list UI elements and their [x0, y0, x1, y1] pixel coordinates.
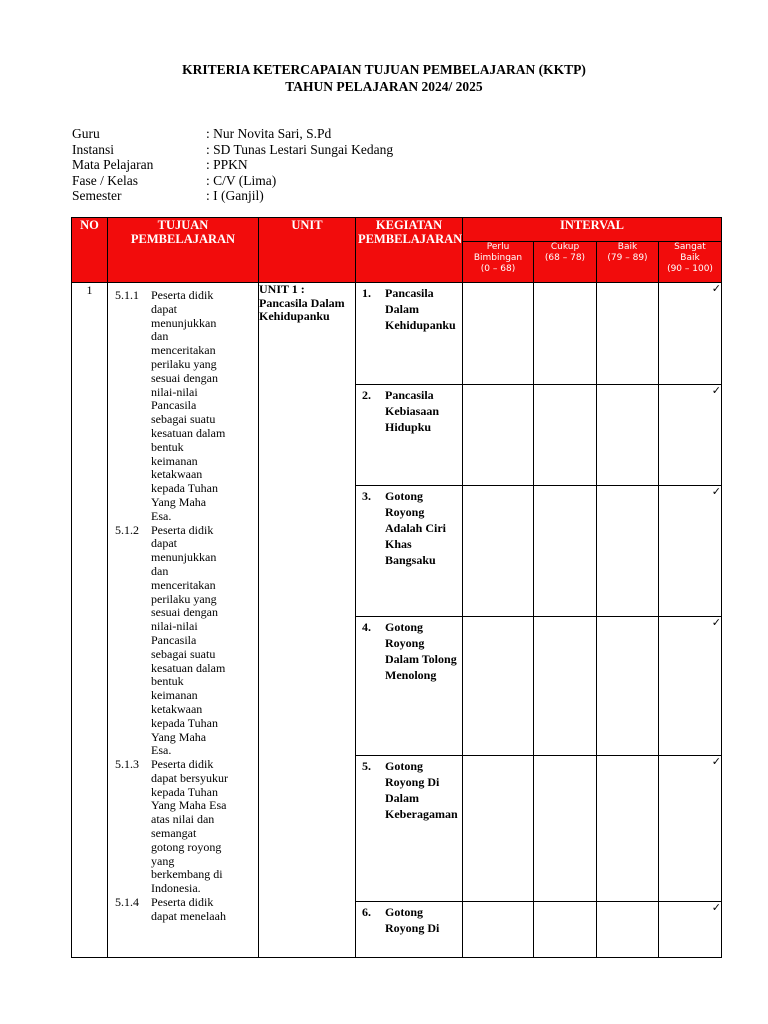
tujuan-item [115, 289, 254, 524]
check-mark: ✓ [659, 283, 722, 385]
kegiatan-num: 6. [362, 905, 371, 919]
table-row [72, 283, 722, 385]
header-no: NO [72, 218, 108, 283]
tujuan-num: 5.1.1 [115, 288, 139, 302]
interval-label: Cukup [550, 242, 580, 252]
document-title: KRITERIA KETERCAPAIAN TUJUAN PEMBELAJARAN (KKTP) [182, 62, 586, 77]
header-interval: INTERVAL [463, 218, 722, 242]
score-cell [463, 385, 534, 486]
unit-cell: UNIT 1 : Pancasila Dalam Kehidupanku [259, 283, 356, 958]
check-mark: ✓ [659, 617, 722, 756]
score-cell [534, 902, 597, 958]
interval-label: Perlu Bimbingan [473, 242, 523, 263]
check-mark: ✓ [659, 902, 722, 958]
info-row-instansi [72, 142, 393, 158]
tujuan-text: Peserta didik dapat bersyukur kepada Tuhan Yang Maha Esa atas nilai dan semangat gotong royong yang berkembang di Indonesia. [151, 757, 228, 896]
info-row-fase [72, 173, 393, 189]
kegiatan-num: 2. [362, 388, 371, 402]
kegiatan-num: 4. [362, 620, 371, 634]
interval-range: (79 – 89) [607, 253, 648, 263]
kegiatan-num: 3. [362, 489, 371, 503]
score-cell [534, 486, 597, 617]
check-mark: ✓ [659, 385, 722, 486]
kegiatan-cell [356, 902, 463, 958]
score-cell [463, 283, 534, 385]
kegiatan-cell [356, 283, 463, 385]
score-cell [597, 486, 659, 617]
kktp-table [71, 217, 722, 958]
kegiatan-cell [356, 486, 463, 617]
info-label: Guru [72, 126, 100, 141]
info-row-semester [72, 188, 393, 204]
score-cell [463, 756, 534, 902]
row-number: 1 [72, 283, 108, 958]
score-cell [597, 617, 659, 756]
kegiatan-text: Gotong Royong Adalah Ciri Khas Bangsaku [385, 489, 447, 567]
kegiatan-cell [356, 617, 463, 756]
info-block [72, 126, 393, 204]
interval-label: Baik [617, 242, 638, 252]
score-cell [463, 902, 534, 958]
tujuan-num: 5.1.3 [115, 757, 139, 772]
kegiatan-text: Pancasila Kebiasaan Hidupku [385, 388, 440, 434]
score-cell [597, 283, 659, 385]
kegiatan-num: 5. [362, 759, 371, 773]
header-tujuan: TUJUAN PEMBELAJARAN [108, 218, 259, 283]
interval-range: (0 – 68) [480, 264, 516, 274]
document-subtitle: TAHUN PELAJARAN 2024/ 2025 [285, 79, 483, 94]
kegiatan-text: Pancasila Dalam Kehidupanku [385, 286, 456, 332]
info-row-mapel [72, 157, 393, 173]
info-value: : I (Ganjil) [206, 188, 264, 203]
tujuan-item [115, 524, 254, 759]
info-label: Instansi [72, 141, 114, 157]
info-value: : SD Tunas Lestari Sungai Kedang [206, 141, 394, 157]
tujuan-num: 5.1.2 [115, 522, 139, 537]
interval-sangat-baik [659, 242, 722, 283]
check-mark: ✓ [659, 756, 722, 902]
info-label: Semester [72, 188, 122, 203]
check-mark: ✓ [659, 486, 722, 617]
score-cell [597, 902, 659, 958]
interval-cukup [534, 242, 597, 283]
tujuan-cell [108, 283, 259, 958]
score-cell [463, 486, 534, 617]
header-unit: UNIT [259, 218, 356, 283]
score-cell [463, 617, 534, 756]
interval-label: Sangat Baik [674, 242, 706, 263]
info-label: Mata Pelajaran [72, 157, 154, 172]
info-value: : Nur Novita Sari, S.Pd [206, 126, 332, 141]
score-cell [534, 385, 597, 486]
tujuan-text: Peserta didik dapat menunjukkan dan menceritakan perilaku yang sesuai dengan nilai-nilai Pancasila sebagai suatu kesatuan dalam bentuk keimanan ketakwaan kepada Tuhan Yang Maha Esa. [151, 288, 226, 523]
interval-range: (68 – 78) [544, 253, 586, 263]
score-cell [597, 385, 659, 486]
info-value: : C/V (Lima) [206, 172, 277, 188]
kegiatan-cell [356, 756, 463, 902]
kegiatan-cell [356, 385, 463, 486]
interval-perlu-bimbingan [463, 242, 534, 283]
score-cell [534, 756, 597, 902]
info-label: Fase / Kelas [72, 172, 138, 188]
interval-range: (90 – 100) [667, 264, 713, 274]
score-cell [534, 617, 597, 756]
tujuan-num: 5.1.4 [115, 895, 139, 910]
kegiatan-text: Gotong Royong Dalam Tolong Menolong [385, 620, 457, 682]
kegiatan-text: Gotong Royong Di Dalam Keberagaman [385, 759, 458, 821]
score-cell [597, 756, 659, 902]
tujuan-text: Peserta didik dapat menelaah [151, 895, 226, 923]
info-value: : PPKN [206, 157, 248, 172]
interval-baik [597, 242, 659, 283]
tujuan-item [115, 896, 254, 924]
tujuan-item [115, 758, 254, 896]
info-row-guru [72, 126, 393, 142]
kegiatan-num: 1. [362, 286, 371, 300]
kegiatan-text: Gotong Royong Di [385, 905, 440, 935]
score-cell [534, 283, 597, 385]
header-kegiatan: KEGIATAN PEMBELAJARAN [356, 218, 463, 283]
tujuan-text: Peserta didik dapat menunjukkan dan menceritakan perilaku yang sesuai dengan nilai-nilai Pancasila sebagai suatu kesatuan dalam bentuk keimanan ketakwaan kepada Tuhan Yang Maha Esa. [151, 522, 226, 758]
